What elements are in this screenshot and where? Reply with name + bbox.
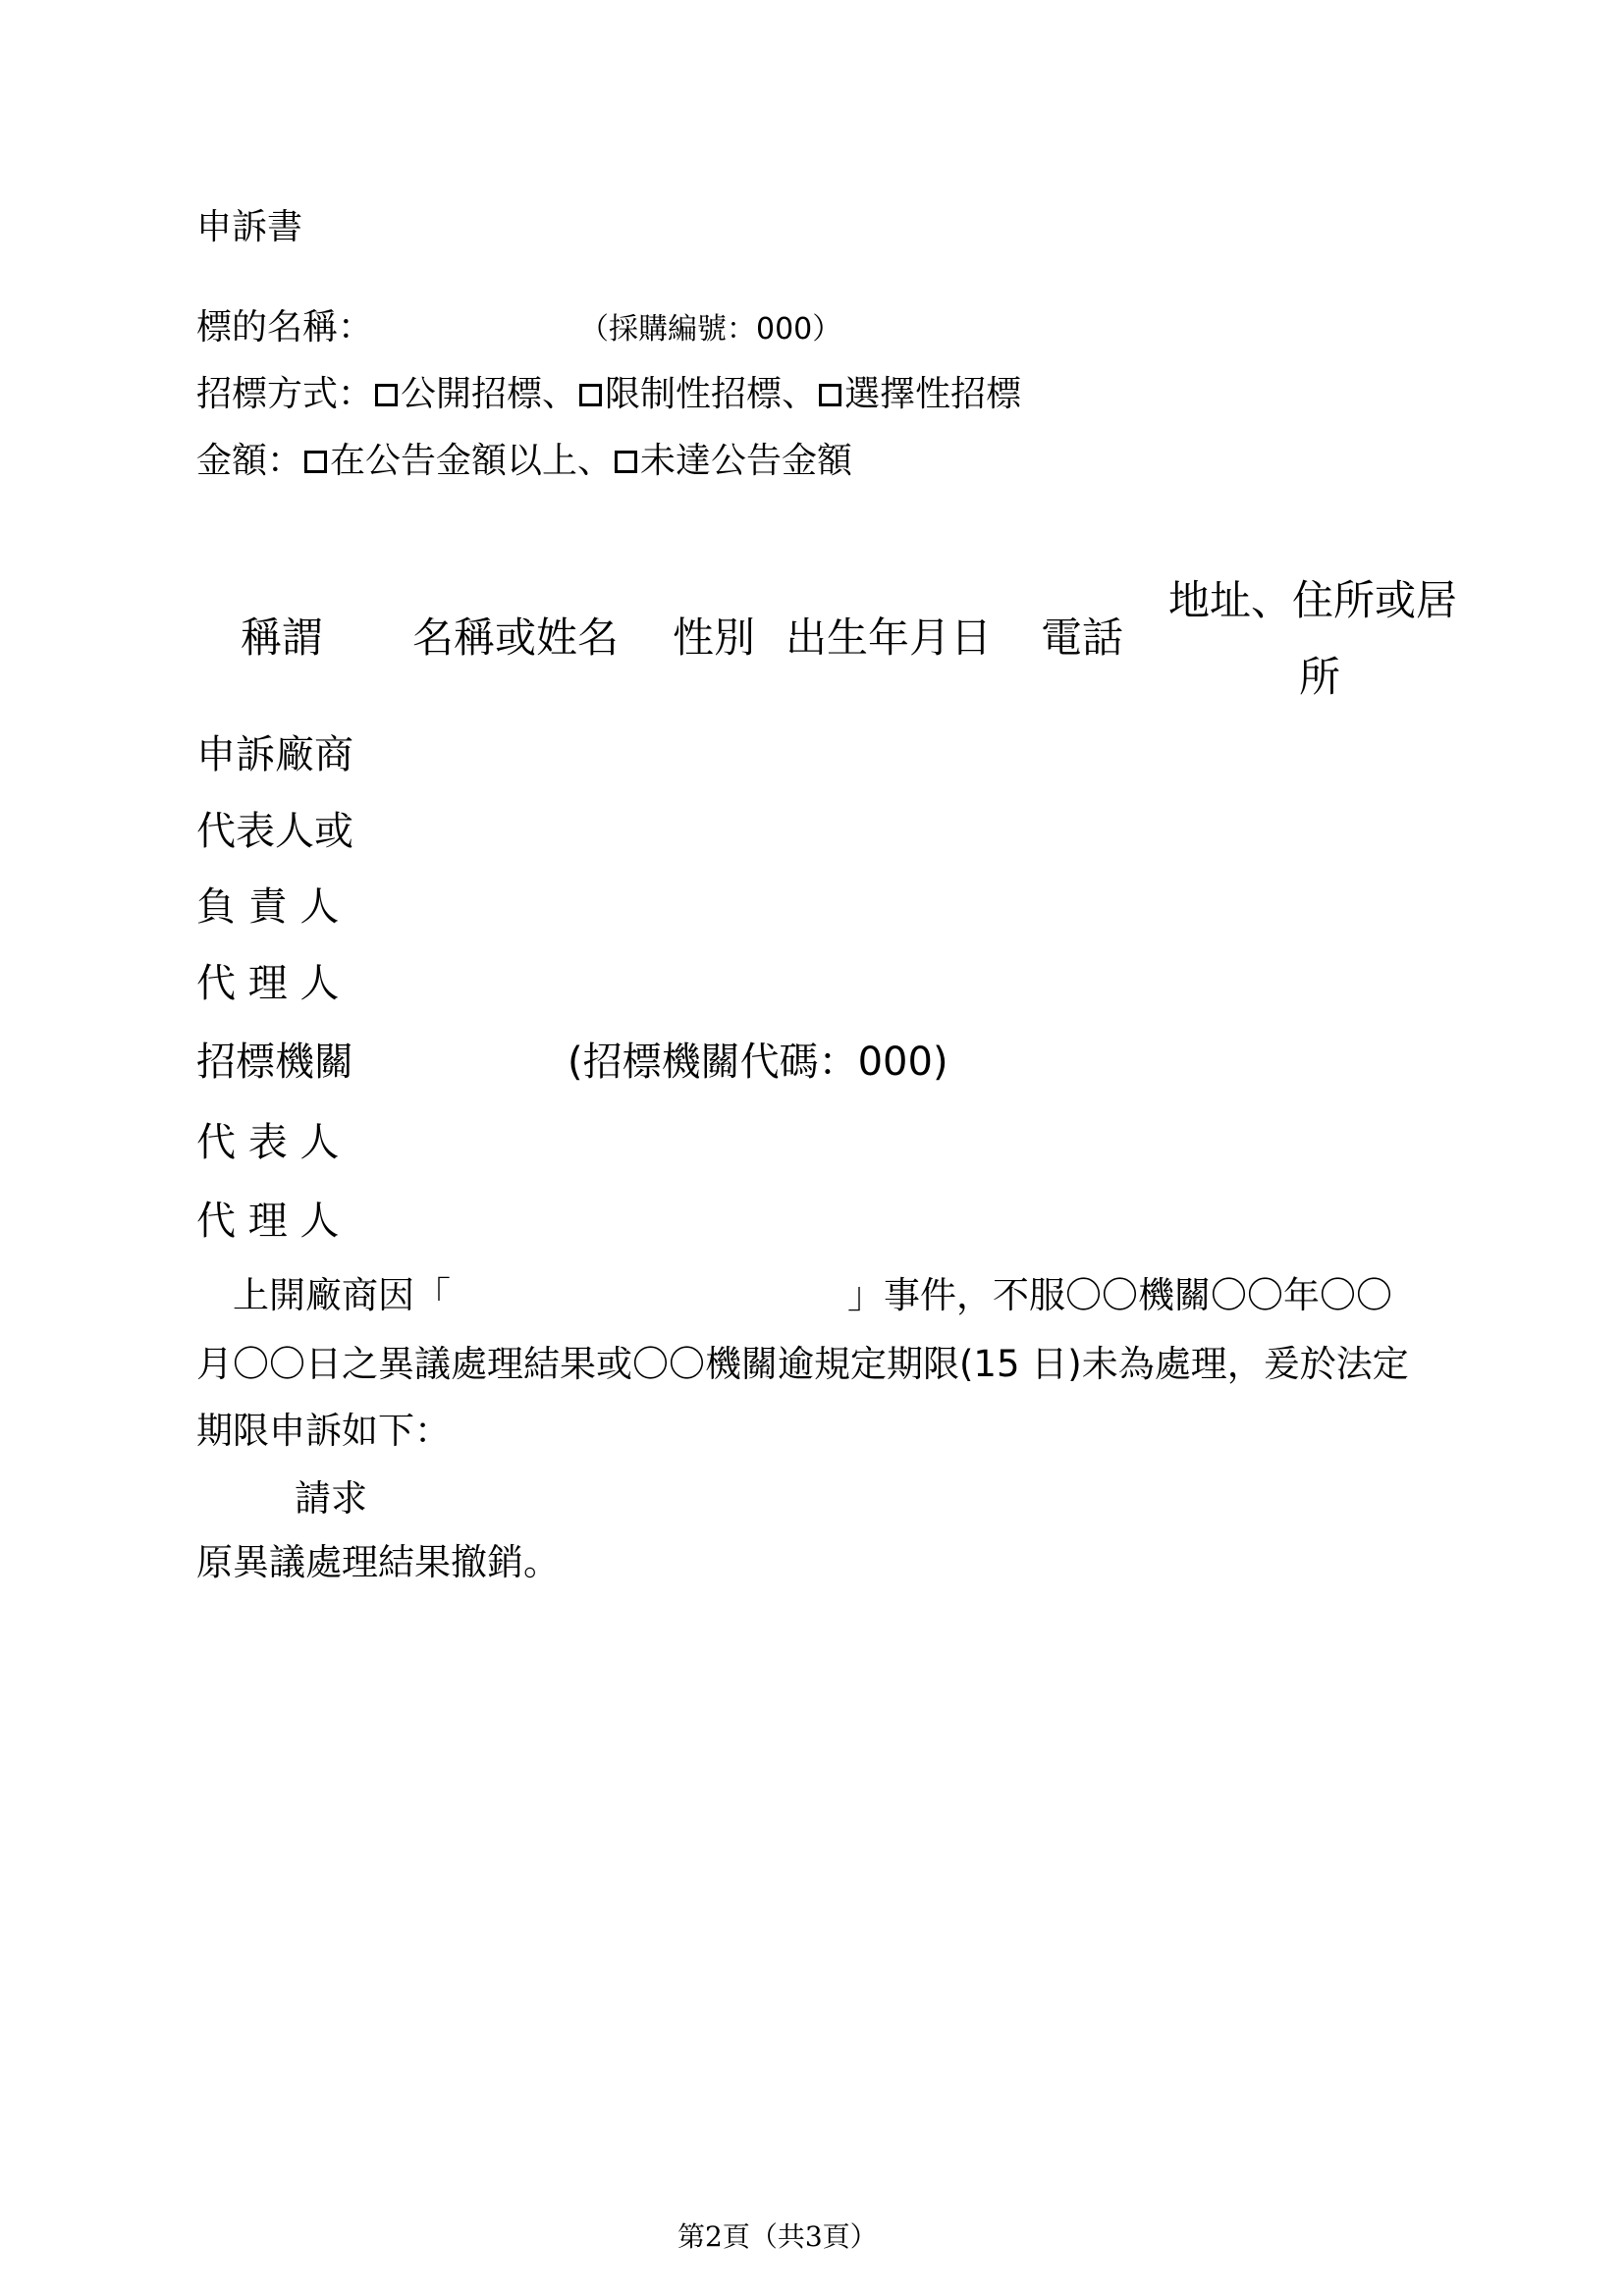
- restricted-tender-checkbox[interactable]: [579, 384, 602, 406]
- above-threshold-checkbox[interactable]: [304, 451, 327, 473]
- procurement-number: （採購編號：000）: [579, 312, 842, 347]
- amount-row: [196, 440, 852, 482]
- document-title: 申訴書: [196, 207, 303, 247]
- agency-code: (招標機關代碼：000): [568, 1040, 948, 1085]
- header-name: 名稱或姓名: [412, 614, 620, 662]
- row-label-complainant: 申訴廠商: [196, 732, 353, 777]
- row-label-responsible-person: 負 責 人: [196, 884, 340, 930]
- below-threshold-option: 未達公告金額: [640, 441, 853, 481]
- header-sex: 性別: [673, 614, 756, 662]
- open-tender-checkbox[interactable]: [375, 384, 398, 406]
- subject-row: [196, 306, 841, 348]
- tender-method-label: 招標方式：: [196, 374, 374, 414]
- header-title: 稱謂: [241, 614, 324, 662]
- paragraph-line-1-start: 上開廠商因「: [233, 1274, 451, 1316]
- page-footer: 第2頁（共3頁）: [677, 2220, 878, 2253]
- separator: 、: [782, 374, 818, 414]
- subject-label: 標的名稱：: [196, 307, 374, 347]
- amount-label: 金額：: [196, 441, 303, 481]
- paragraph-line-3: 期限申訴如下：: [196, 1410, 451, 1452]
- row-label-procuring-entity: 招標機關: [196, 1040, 353, 1085]
- separator: 、: [542, 374, 578, 414]
- tender-method-row: [196, 373, 1021, 415]
- row-label-representative-or: 代表人或: [196, 809, 353, 854]
- paragraph-line-1: [233, 1274, 1392, 1317]
- row-label-entity-representative: 代 表 人: [196, 1120, 340, 1165]
- header-address: 地址、住所或居: [1168, 576, 1458, 624]
- paragraph-line-1-end: 」事件，不服〇〇機關〇〇年〇〇: [847, 1274, 1392, 1316]
- row-label-agent: 代 理 人: [196, 961, 340, 1006]
- request-heading: 請求: [295, 1477, 367, 1520]
- header-address-cont: 所: [1299, 653, 1341, 701]
- above-threshold-option: 在公告金額以上: [330, 441, 578, 481]
- below-threshold-checkbox[interactable]: [615, 451, 637, 473]
- row-label-entity-agent: 代 理 人: [196, 1199, 340, 1244]
- separator: 、: [577, 441, 614, 481]
- selective-tender-checkbox[interactable]: [819, 384, 841, 406]
- paragraph-line-2: 月〇〇日之異議處理結果或〇〇機關逾規定期限(15 日)未為處理，爰於法定: [196, 1343, 1409, 1385]
- request-text: 原異議處理結果撤銷。: [196, 1541, 560, 1583]
- selective-tender-option: 選擇性招標: [844, 374, 1022, 414]
- header-phone: 電話: [1041, 614, 1124, 662]
- restricted-tender-option: 限制性招標: [605, 374, 783, 414]
- header-birthdate: 出生年月日: [785, 614, 993, 662]
- open-tender-option: 公開招標: [401, 374, 543, 414]
